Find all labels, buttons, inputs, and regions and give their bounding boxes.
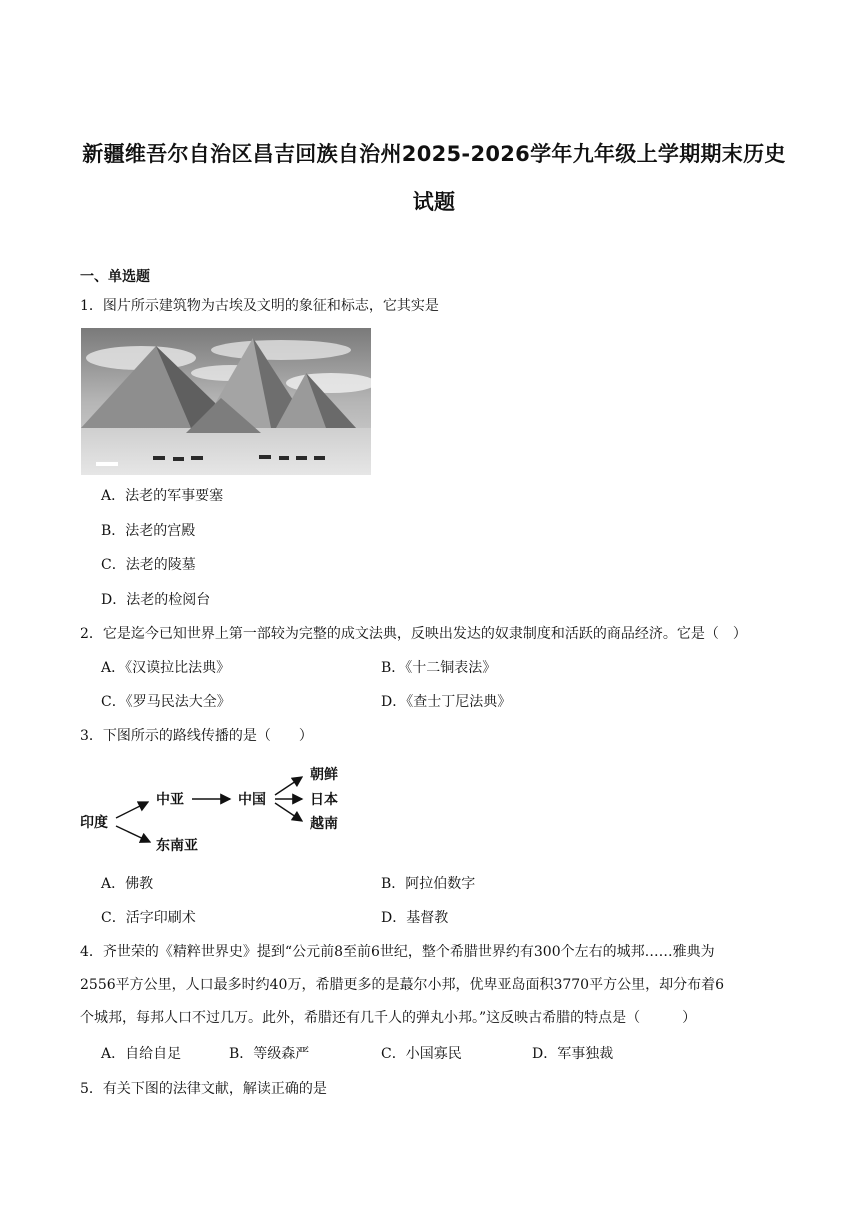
question-4-option-c[interactable]: C．小国寡民 [381,1046,462,1062]
question-1-option-b[interactable]: B．法老的宫殿 [101,523,196,539]
question-5-stem: 5．有关下图的法律文献，解读正确的是 [80,1081,327,1097]
question-4-stem-line: 2556平方公里，人口最多时约40万，希腊更多的是蕞尔小邦，优卑亚岛面积3770平方公里，却分布着6 [80,977,724,993]
question-4-stem-line: 4．齐世荣的《精粹世界史》提到“公元前8至前6世纪，整个希腊世界约有300个左右的城邦……雅典为 [80,944,715,960]
question-4-option-b[interactable]: B．等级森严 [229,1046,310,1062]
question-3-option-b[interactable]: B．阿拉伯数字 [381,876,476,892]
question-1-stem: 1．图片所示建筑物为古埃及文明的象征和标志，它其实是 [80,298,439,314]
question-2-option-c[interactable]: C．《罗马民法大全》 [101,694,231,710]
spread-route-diagram [78,762,368,862]
node-southeast-asia: 东南亚 [156,838,198,854]
node-central-asia: 中亚 [156,792,184,808]
node-japan: 日本 [310,792,338,808]
section-heading: 一、单选题 [80,269,150,285]
node-china: 中国 [238,792,266,808]
node-vietnam: 越南 [310,816,338,832]
question-3-option-d[interactable]: D．基督教 [381,910,449,926]
question-4-stem-line: 个城邦，每邦人口不过几万。此外，希腊还有几千人的弹丸小邦。”这反映古希腊的特点是（ ） [80,1010,697,1026]
question-2-option-d[interactable]: D．《查士丁尼法典》 [381,694,512,710]
arrow-china-vietnam [275,803,302,821]
node-korea: 朝鲜 [310,767,338,783]
question-1-option-d[interactable]: D．法老的检阅台 [101,592,211,608]
question-3-stem: 3．下图所示的路线传播的是（ ） [80,728,313,744]
question-3-option-c[interactable]: C．活字印刷术 [101,910,196,926]
question-4-option-a[interactable]: A．自给自足 [101,1046,182,1062]
question-4-stem [80,936,792,1035]
question-2-stem: 2．它是迄今已知世界上第一部较为完整的成文法典，反映出发达的奴隶制度和活跃的商品经济。它是（ ） [80,626,747,642]
question-2-option-b[interactable]: B．《十二铜表法》 [381,660,497,676]
question-4-option-d[interactable]: D．军事独裁 [532,1046,614,1062]
page-title-line1: 新疆维吾尔自治区昌吉回族自治州2025-2026学年九年级上学期期末历史 [82,142,786,166]
page-title-line2: 试题 [412,190,456,214]
arrow-india-southeast-asia [116,826,150,842]
arrow-china-korea [275,777,302,795]
node-india: 印度 [80,815,108,831]
question-3-option-a[interactable]: A．佛教 [101,876,154,892]
question-2-option-a[interactable]: A．《汉谟拉比法典》 [101,660,231,676]
arrow-india-central-asia [116,802,148,818]
pyramids-photo [81,328,371,475]
question-1-option-a[interactable]: A．法老的军事要塞 [101,488,224,504]
question-1-option-c[interactable]: C．法老的陵墓 [101,557,196,573]
